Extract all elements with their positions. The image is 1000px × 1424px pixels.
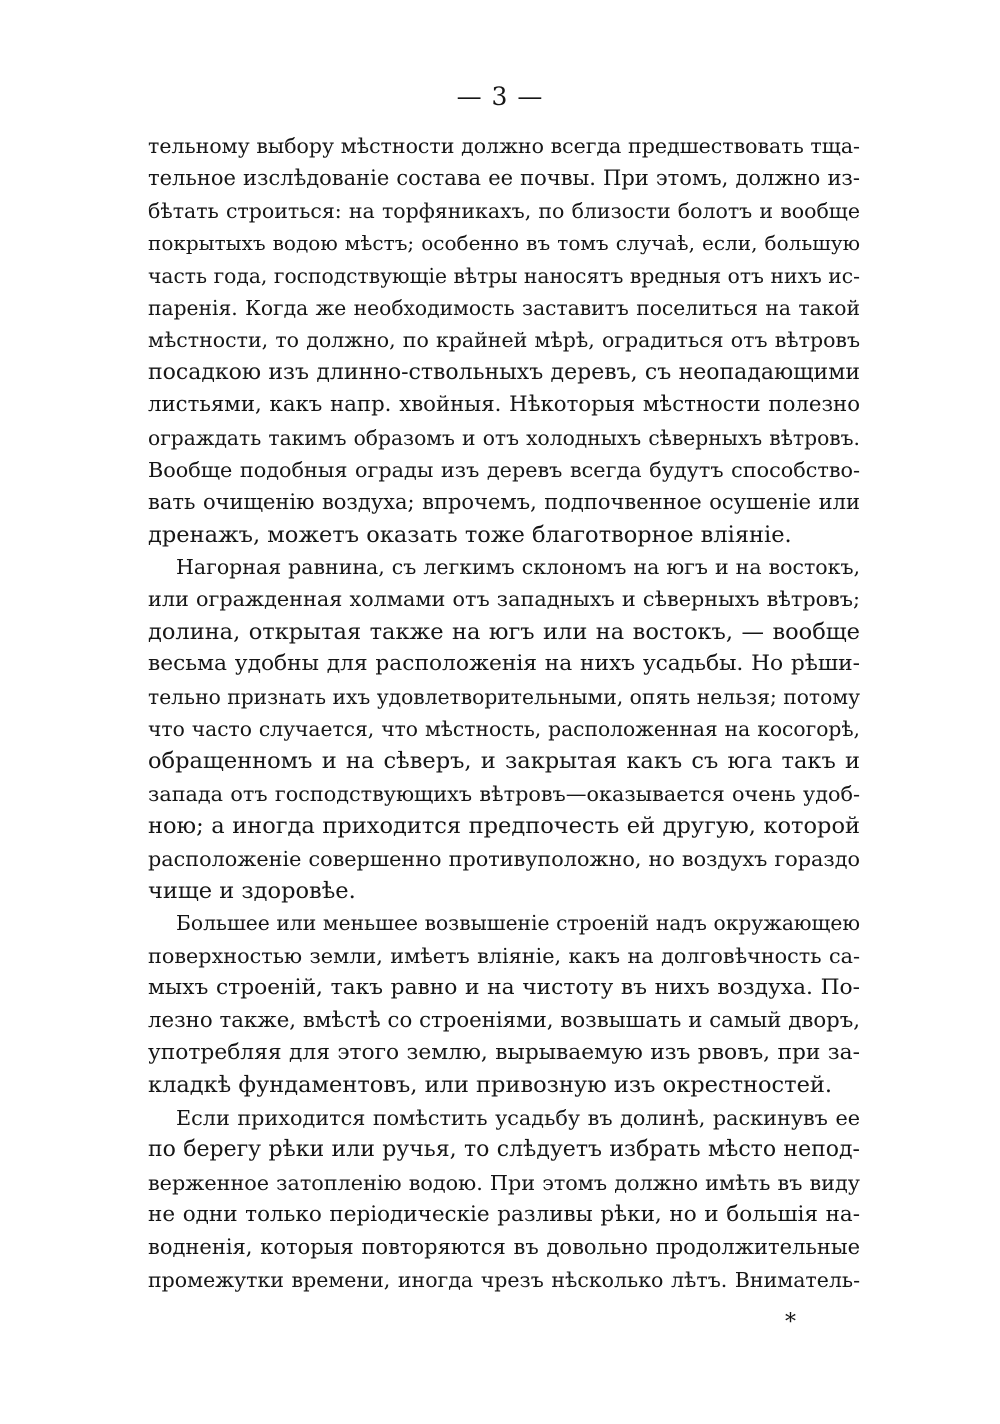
text-line: верженное затопленію водою. При этомъ должно имѣть въ виду [148, 1170, 860, 1195]
text-line: кладкѣ фундаментовъ, или привозную изъ окрестностей. [148, 1072, 833, 1099]
text-line: чище и здоровѣе. [148, 877, 356, 904]
text-line: тельно признать ихъ удовлетворительными, опять нельзя; потому [148, 684, 860, 709]
text-line: употребляя для этого землю, вырываемую изъ рвовъ, при за- [148, 1039, 860, 1065]
paragraph-1 [148, 130, 860, 551]
text-line: не одни только періодическіе разливы рѣки, но и большія на- [148, 1201, 860, 1227]
text-line: расположеніе совершенно противуположно, но воздухъ гораздо [148, 846, 860, 871]
text-line: по берегу рѣки или ручья, то слѣдуетъ избрать мѣсто непод- [148, 1137, 860, 1163]
text-line: листьями, какъ напр. хвойныя. Нѣкоторыя мѣстности полезно [148, 392, 860, 418]
text-line: весьма удобны для расположенія на нихъ усадьбы. Но рѣши- [148, 651, 860, 677]
text-line: паренія. Когда же необходимость заставитъ поселиться на такой [148, 295, 860, 320]
text-line: промежутки времени, иногда чрезъ нѣсколько лѣтъ. Вниматель- [148, 1267, 860, 1292]
body-text [148, 130, 860, 1296]
text-line: водненія, которыя повторяются въ довольно продолжительные [148, 1235, 860, 1260]
text-line: Нагорная равнина, съ легкимъ склономъ на югъ и на востокъ, [176, 555, 860, 580]
text-line: покрытыхъ водою мѣстъ; особенно въ томъ случаѣ, если, большую [148, 231, 860, 256]
signature-asterisk: * [785, 1310, 796, 1335]
paragraph-3 [148, 907, 860, 1101]
text-line: Если приходится помѣстить усадьбу въ долинѣ, раскинувъ ее [176, 1105, 860, 1130]
paragraph-4 [148, 1102, 860, 1296]
text-line: лезно также, вмѣстѣ со строеніями, возвышать и самый дворъ, [148, 1007, 860, 1033]
text-line: или огражденная холмами отъ западныхъ и сѣверныхъ вѣтровъ; [148, 587, 860, 612]
text-line: вать очищенію воздуха; впрочемъ, подпочвенное осушеніе или [148, 490, 860, 515]
text-line: тельному выбору мѣстности должно всегда предшествовать тща- [148, 134, 860, 158]
text-line: ною; а иногда приходится предпочесть ей другую, которой [148, 813, 860, 840]
paragraph-2 [148, 551, 860, 907]
text-line: ограждать такимъ образомъ и отъ холодныхъ сѣверныхъ вѣтровъ. [148, 425, 860, 450]
text-line: запада отъ господствующихъ вѣтровъ—оказывается очень удоб- [148, 781, 860, 806]
text-line: что часто случается, что мѣстность, расположенная на косогорѣ, [148, 717, 860, 742]
text-line: мѣстности, то должно, по крайней мѣрѣ, оградиться отъ вѣтровъ [148, 328, 860, 353]
text-line: обращенномъ и на сѣверъ, и закрытая какъ съ юга такъ и [148, 748, 860, 775]
text-line: посадкою изъ длинно-ствольныхъ деревъ, съ неопадающими [148, 359, 860, 385]
text-line: долина, открытая также на югъ или на востокъ, — вообще [148, 618, 860, 645]
text-line: дренажъ, можетъ оказать тоже благотворное вліяніе. [148, 521, 792, 548]
text-line: мыхъ строеній, такъ равно и на чистоту въ нихъ воздуха. По- [148, 975, 860, 1001]
page-number: — 3 — [456, 82, 544, 111]
text-line: Большее или меньшее возвышеніе строеній надъ окружающею [176, 911, 860, 936]
text-line: тельное изслѣдованіе состава ее почвы. При этомъ, должно из- [148, 166, 860, 191]
text-line: поверхностью земли, имѣетъ вліяніе, какъ на долговѣчность са- [148, 943, 860, 968]
text-line: часть года, господствующіе вѣтры наносятъ вредныя отъ нихъ ис- [148, 263, 860, 288]
text-line: Вообще подобныя ограды изъ деревъ всегда будутъ способство- [148, 457, 860, 482]
text-line: бѣтать строиться: на торфяникахъ, по близости болотъ и вообще [148, 198, 860, 223]
